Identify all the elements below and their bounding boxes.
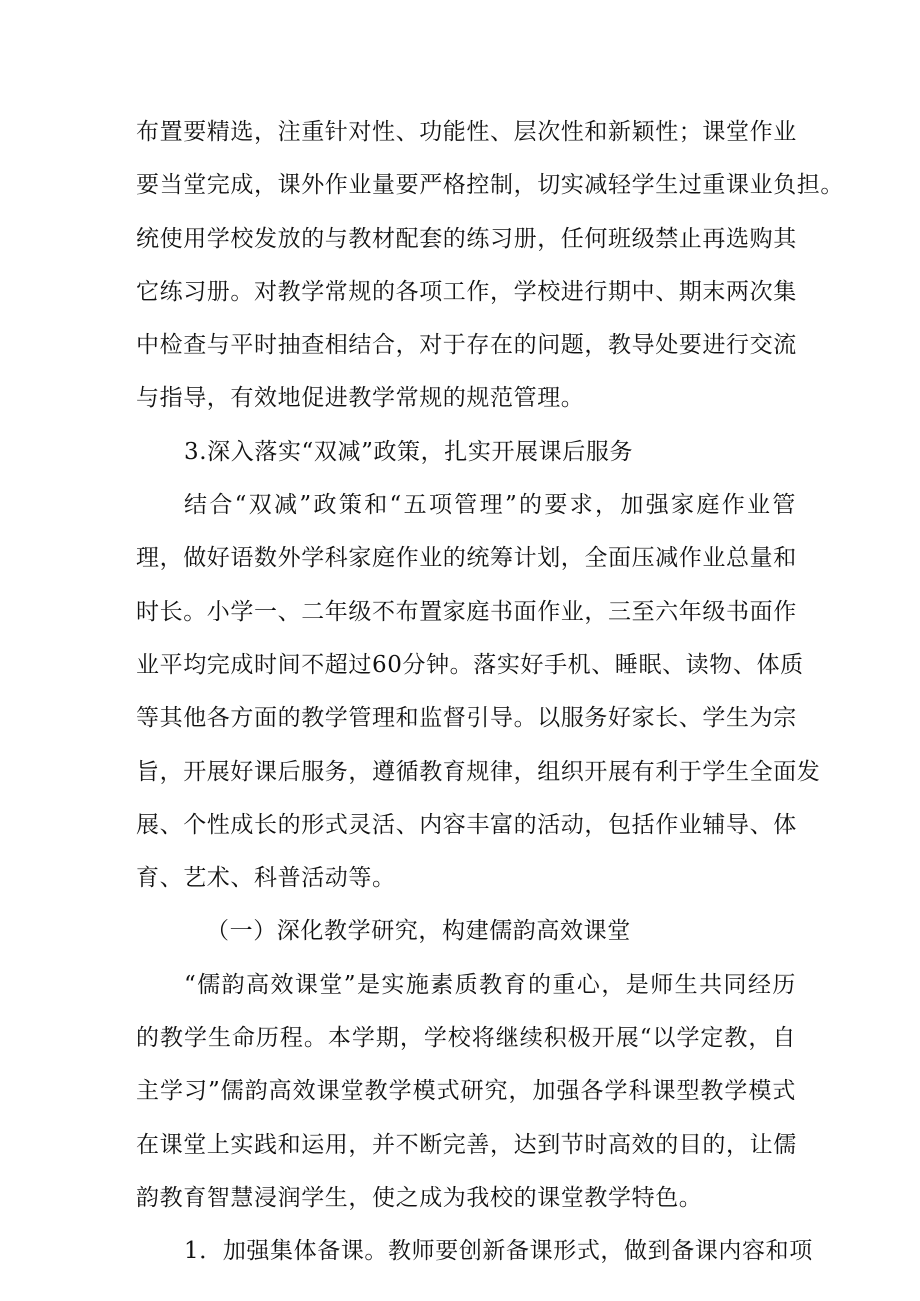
paragraph-line: 展、个性成长的形式灵活、内容丰富的活动，包括作业辅导、体 (136, 811, 797, 838)
paragraph-line: 的教学生命历程。本学期，学校将继续积极开展“以学定教，自 (136, 1025, 796, 1052)
paragraph-line: 在课堂上实践和运用，并不断完善，达到节时高效的目的，让儒 (136, 1131, 797, 1158)
paragraph-line: 结合“双减”政策和“五项管理”的要求，加强家庭作业管 (184, 492, 796, 519)
paragraph-line: 中检查与平时抽查相结合，对于存在的问题，教导处要进行交流 (136, 332, 797, 359)
paragraph-line: 要当堂完成，课外作业量要严格控制，切实减轻学生过重课业负担。 (136, 172, 844, 199)
paragraph-line: “儒韵高效课堂”是实施素质教育的重心，是师生共同经历 (184, 971, 796, 998)
paragraph-line: 它练习册。对教学常规的各项工作，学校进行期中、期末两次集 (136, 278, 797, 305)
paragraph-line: 主学习”儒韵高效课堂教学模式研究，加强各学科课型教学模式 (136, 1078, 796, 1105)
paragraph-line: 统使用学校发放的与教材配套的练习册，任何班级禁止再选购其 (136, 225, 797, 252)
section-heading: （一）深化教学研究，构建儒韵高效课堂 (206, 918, 631, 945)
paragraph-line: 等其他各方面的教学管理和监督引导。以服务好家长、学生为宗 (136, 705, 797, 732)
document-body (136, 106, 844, 1279)
paragraph-line: 1．加强集体备课。教师要创新备课形式，做到备课内容和项 (184, 1238, 813, 1265)
paragraph-line: 业平均完成时间不超过60分钟。落实好手机、睡眠、读物、体质 (136, 651, 804, 678)
paragraph-line: 时长。小学一、二年级不布置家庭书面作业，三至六年级书面作 (136, 598, 797, 625)
paragraph-line: 旨，开展好课后服务，遵循教育规律，组织开展有利于学生全面发 (136, 758, 821, 785)
paragraph-line: 布置要精选，注重针对性、功能性、层次性和新颖性；课堂作业 (136, 119, 797, 145)
paragraph-line: 与指导，有效地促进教学常规的规范管理。 (136, 385, 585, 412)
section-heading: 3.深入落实“双减”政策，扎实开展课后服务 (184, 438, 634, 465)
paragraph-line: 理，做好语数外学科家庭作业的统筹计划，全面压减作业总量和 (136, 545, 797, 572)
paragraph-line: 韵教育智慧浸润学生，使之成为我校的课堂教学特色。 (136, 1184, 703, 1211)
paragraph-line: 育、艺术、科普活动等。 (136, 865, 396, 892)
